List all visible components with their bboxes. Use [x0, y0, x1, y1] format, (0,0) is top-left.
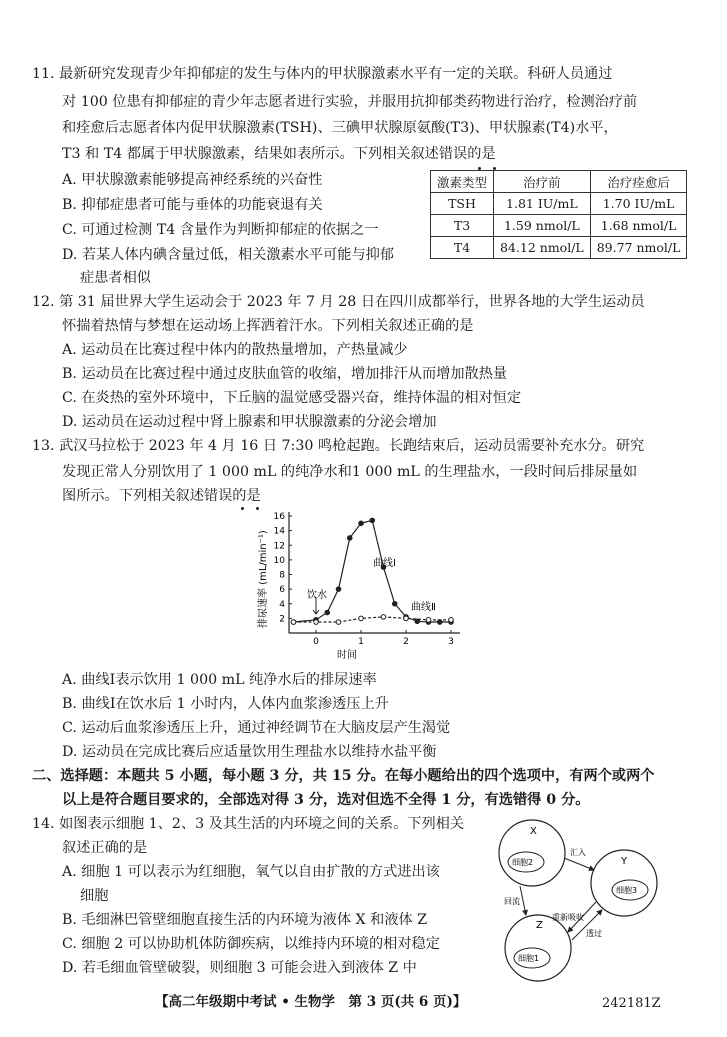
q13-option-a: A. 曲线Ⅰ表示饮用 1 000 mL 纯净水后的排尿速率 — [62, 672, 377, 688]
q12-option-d: D. 运动员在运动过程中肾上腺素和甲状腺激素的分泌会增加 — [62, 414, 437, 430]
q13-stem-3: 图所示。下列相关叙述错误的是 — [62, 488, 261, 504]
q13-option-d: D. 运动员在完成比赛后应适量饮用生理盐水以维持水盐平衡 — [62, 744, 437, 760]
label-x: X — [530, 826, 537, 837]
label-cell-3: 细胞3 — [616, 886, 638, 895]
table-cell: 1.59 nmol/L — [494, 215, 591, 237]
cell-environment-diagram — [490, 818, 690, 993]
y-tick-label: 6 — [279, 585, 285, 596]
q11-stem-2: 对 100 位患有抑郁症的青少年志愿者进行实验，并服用抗抑郁类药物进行治疗，检测治疗前 — [62, 94, 638, 110]
y-tick-label: 2 — [279, 614, 285, 625]
y-tick-label: 10 — [273, 555, 285, 566]
y-tick-label: 8 — [279, 570, 285, 581]
table-cell: 1.70 IU/mL — [590, 193, 687, 215]
drink-water-label: 饮水 — [307, 590, 327, 601]
table-cell: 84.12 nmol/L — [494, 237, 591, 259]
label-cell-1: 细胞1 — [518, 954, 540, 963]
table-cell: T3 — [431, 215, 494, 237]
x-tick-label: 1 — [358, 637, 364, 647]
section2-heading-1: 二、选择题：本题共 5 小题，每小题 3 分，共 15 分。在每小题给出的四个选项中，有两个或两个 — [32, 768, 655, 784]
table-row — [431, 193, 687, 215]
label-flow-out: 回流 — [504, 897, 520, 906]
arrow-x-to-z — [520, 886, 526, 915]
label-y: Y — [621, 856, 628, 867]
table-row — [431, 237, 687, 259]
footer-title: 【高二年级期中考试 • 生物学 第 3 页(共 6 页)】 — [155, 994, 467, 1010]
series-2-point — [336, 620, 341, 625]
series-1-point — [325, 610, 330, 615]
label-permeate: 透过 — [586, 929, 602, 938]
series-1-point — [370, 518, 375, 523]
q11-option-d-cont: 症患者相似 — [80, 270, 151, 286]
footer-code: 242181Z — [602, 996, 661, 1011]
curve-1-label: 曲线Ⅰ — [373, 558, 396, 569]
y-tick-label: 14 — [273, 526, 285, 537]
q14-stem-2: 叙述正确的是 — [62, 840, 148, 856]
q12-option-c: C. 在炎热的室外环境中，下丘脑的温觉感受器兴奋，维持体温的相对恒定 — [62, 390, 522, 406]
urination-rate-chart — [255, 508, 470, 663]
q12-option-a: A. 运动员在比赛过程中体内的散热量增加，产热量减少 — [62, 342, 408, 358]
label-cell-2: 细胞2 — [512, 858, 534, 867]
q11-option-c: C. 可通过检测 T4 含量作为判断抑郁症的依据之一 — [62, 222, 379, 238]
q13-option-c: C. 运动后血浆渗透压上升，通过神经调节在大脑皮层产生渴觉 — [62, 720, 451, 736]
q11-option-b: B. 抑郁症患者可能与垂体的功能衰退有关 — [62, 197, 323, 213]
q11-option-a: A. 甲状腺激素能够提高神经系统的兴奋性 — [62, 172, 323, 188]
label-z: Z — [536, 920, 543, 931]
chart-ylabel: 排尿速率 (mL/min⁻¹) — [258, 530, 269, 628]
q14-option-a-cont: 细胞 — [80, 888, 109, 904]
q11-stem-3: 和痊愈后志愿者体内促甲状腺激素(TSH)、三碘甲状腺原氨酸(T3)、甲状腺素(T4)水平， — [62, 120, 618, 136]
table-cell: 1.68 nmol/L — [590, 215, 687, 237]
series-1-point — [392, 601, 397, 606]
table-cell: 89.77 nmol/L — [590, 237, 687, 259]
section2-heading-2: 以上是符合题目要求的，全部选对得 3 分，选对但选不全得 1 分，有选错得 0 分。 — [62, 792, 590, 808]
q12-stem-2: 怀揣着热情与梦想在运动场上挥洒着汗水。下列相关叙述正确的是 — [62, 318, 474, 334]
arrow-x-to-y — [564, 858, 594, 870]
q14-option-a: A. 细胞 1 可以表示为红细胞，氧气以自由扩散的方式进出该 — [62, 864, 440, 880]
table-cell: TSH — [431, 193, 494, 215]
y-tick-label: 16 — [273, 512, 285, 522]
series-1-point — [347, 536, 352, 541]
x-tick-label: 3 — [448, 637, 454, 647]
table-row — [431, 215, 687, 237]
chart-xlabel: 时间 — [337, 650, 357, 661]
q12-stem-1: 12. 第 31 届世界大学生运动会于 2023 年 7 月 28 日在四川成都举行，世界各地的大学生运动员 — [32, 294, 645, 310]
series-1-point — [359, 521, 364, 526]
table-cell: T4 — [431, 237, 494, 259]
x-tick-label: 0 — [313, 637, 319, 647]
q11-stem-4: T3 和 T4 都属于甲状腺激素，结果如表所示。下列相关叙述错误的是 — [62, 146, 496, 162]
y-tick-label: 12 — [273, 541, 285, 552]
hormone-table — [430, 170, 687, 259]
q13-stem-2: 发现正常人分别饮用了 1 000 mL 的纯净水和1 000 mL 的生理盐水，一段时间后排尿量如 — [62, 464, 638, 480]
series-2-point — [404, 616, 409, 621]
q13-option-b: B. 曲线Ⅰ在饮水后 1 小时内，人体内血浆渗透压上升 — [62, 696, 389, 712]
table-header: 治疗前 — [494, 171, 591, 193]
q13-stem-1: 13. 武汉马拉松于 2023 年 4 月 16 日 7:30 鸣枪起跑。长跑结束后，运动员需要补充水分。研究 — [32, 438, 645, 454]
emphasis-dot — [241, 507, 244, 510]
curve-2-label: 曲线Ⅱ — [411, 602, 436, 613]
series-2-point — [359, 616, 364, 621]
q14-option-d: D. 若毛细血管壁破裂，则细胞 3 可能会进入到液体 Z 中 — [62, 960, 417, 976]
table-header: 激素类型 — [431, 171, 494, 193]
q12-option-b: B. 运动员在比赛过程中通过皮肤血管的收缩，增加排汗从而增加散热量 — [62, 366, 508, 382]
series-2-point — [291, 620, 296, 625]
series-2-point — [426, 618, 431, 623]
label-flow-in: 汇入 — [570, 848, 586, 857]
y-tick-label: 4 — [279, 599, 285, 610]
q14-option-b: B. 毛细淋巴管壁细胞直接生活的内环境为液体 X 和液体 Z — [62, 912, 428, 928]
table-cell: 1.81 IU/mL — [494, 193, 591, 215]
q14-option-c: C. 细胞 2 可以协助机体防御疾病，以维持内环境的相对稳定 — [62, 936, 440, 952]
label-reabsorb: 重新吸收 — [552, 913, 584, 922]
q11-stem-1: 11. 最新研究发现青少年抑郁症的发生与体内的甲状腺激素水平有一定的关联。科研人员通过 — [32, 66, 613, 82]
series-2-point — [314, 620, 319, 625]
table-header: 治疗痊愈后 — [590, 171, 687, 193]
q14-stem-1: 14. 如图表示细胞 1、2、3 及其生活的内环境之间的关系。下列相关 — [32, 816, 465, 832]
q11-option-d: D. 若某人体内碘含量过低，相关激素水平可能与抑郁 — [62, 247, 395, 263]
series-2-point — [449, 618, 454, 623]
series-1-point — [336, 587, 341, 592]
table-header-row — [431, 171, 687, 193]
x-tick-label: 2 — [403, 637, 409, 647]
series-2-point — [381, 615, 386, 620]
